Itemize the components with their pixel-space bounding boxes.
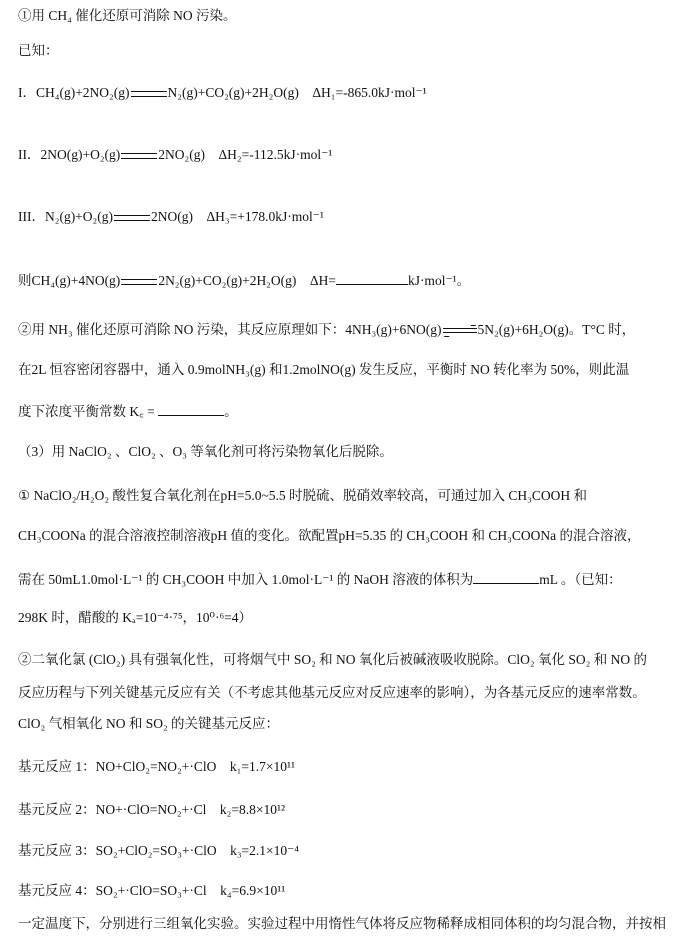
text-line-kc: 度下浓度平衡常数 K꜀ = 。 <box>18 401 238 421</box>
target-equation: 则CH₄(g)+4NO(g) 2N₂(g)+CO₂(g)+2H₂O(g) ΔH= kJ·mol⁻¹。 <box>18 270 470 290</box>
text-line-experiment: 一定温度下，分别进行三组氧化实验。实验过程中用惰性气体将反应物稀释成相同体积的均匀混合物，并按相 <box>18 916 666 931</box>
equals-arrow-icon <box>114 215 150 221</box>
text-line-nh3: ②用 NH₃ 催化还原可消除 NO 污染，其反应原理如下：4NH₃(g)+6NO(g) 5N₂(g)+6H₂O(g)。T°C 时， <box>18 322 636 337</box>
equation-1: I．CH₄(g)+2NO₂(g) N₂(g)+CO₂(g)+2H₂O(g) ΔH₁=-865.0kJ·mol⁻¹ <box>18 85 427 100</box>
answer-blank-1[interactable] <box>336 270 408 285</box>
text-line-key-reactions: ClO₂ 气相氧化 NO 和 SO₂ 的关键基元反应： <box>18 716 280 731</box>
equation-2: II．2NO(g)+O₂(g) 2NO₂(g) ΔH₂=-112.5kJ·mol⁻¹ <box>18 147 333 162</box>
elementary-reaction-3: 基元反应 3：SO₂+ClO₂=SO₃+·ClO k₃=2.1×10⁻⁴ <box>18 843 299 858</box>
text-line-buffer: CH₃COONa 的混合溶液控制溶液pH 值的变化。欲配置pH=5.35 的 CH₃COOH 和 CH₃COONa 的混合溶液， <box>18 528 641 543</box>
equation-3: III．N₂(g)+O₂(g) 2NO(g) ΔH₃=+178.0kJ·mol⁻¹ <box>18 209 324 224</box>
text-line-mechanism: 反应历程与下列关键基元反应有关（不考虑其他基元反应对反应速率的影响），为各基元反应的速率常数。 <box>18 685 646 700</box>
text-line-1: ①用 CH₄ 催化还原可消除 NO 污染。 <box>18 8 237 23</box>
equilibrium-arrow-icon <box>443 327 477 335</box>
text-line-container: 在2L 恒容密闭容器中，通入 0.9molNH₃(g) 和1.2molNO(g) 发生反应，平衡时 NO 转化率为 50%，则此温 <box>18 362 630 377</box>
text-line-clo2: ②二氧化氯 (ClO₂) 具有强氧化性，可将烟气中 SO₂ 和 NO 氧化后被碱液吸收脱除。ClO₂ 氧化 SO₂ 和 NO 的 <box>18 652 647 667</box>
answer-blank-3[interactable] <box>473 569 539 584</box>
elementary-reaction-2: 基元反应 2：NO+·ClO=NO₂+·Cl k₂=8.8×10¹² <box>18 802 286 817</box>
equals-arrow-icon <box>121 279 157 285</box>
answer-blank-2[interactable] <box>158 401 224 416</box>
section-heading-3: （3）用 NaClO₂ 、ClO₂ 、O₃ 等氧化剂可将污染物氧化后脱除。 <box>18 444 393 459</box>
equals-arrow-icon <box>131 91 167 97</box>
text-line-ka: 298K 时，醋酸的 Kₐ=10⁻⁴·⁷⁵，10⁰·⁶=4） <box>18 610 253 625</box>
equals-arrow-icon <box>121 153 157 159</box>
elementary-reaction-4: 基元反应 4：SO₂+·ClO=SO₃+·Cl k₄=6.9×10¹¹ <box>18 883 286 898</box>
text-line-volume: 需在 50mL1.0mol·L⁻¹ 的 CH₃COOH 中加入 1.0mol·L⁻¹ 的 NaOH 溶液的体积为 mL 。（已知： <box>18 569 622 589</box>
text-line-naclo2: ① NaClO₂/H₂O₂ 酸性复合氧化剂在pH=5.0~5.5 时脱硫、脱硝效率较高，可通过加入 CH₃COOH 和 <box>18 488 587 503</box>
text-line-2: 已知： <box>18 43 59 58</box>
elementary-reaction-1: 基元反应 1：NO+ClO₂=NO₂+·ClO k₁=1.7×10¹¹ <box>18 759 296 774</box>
